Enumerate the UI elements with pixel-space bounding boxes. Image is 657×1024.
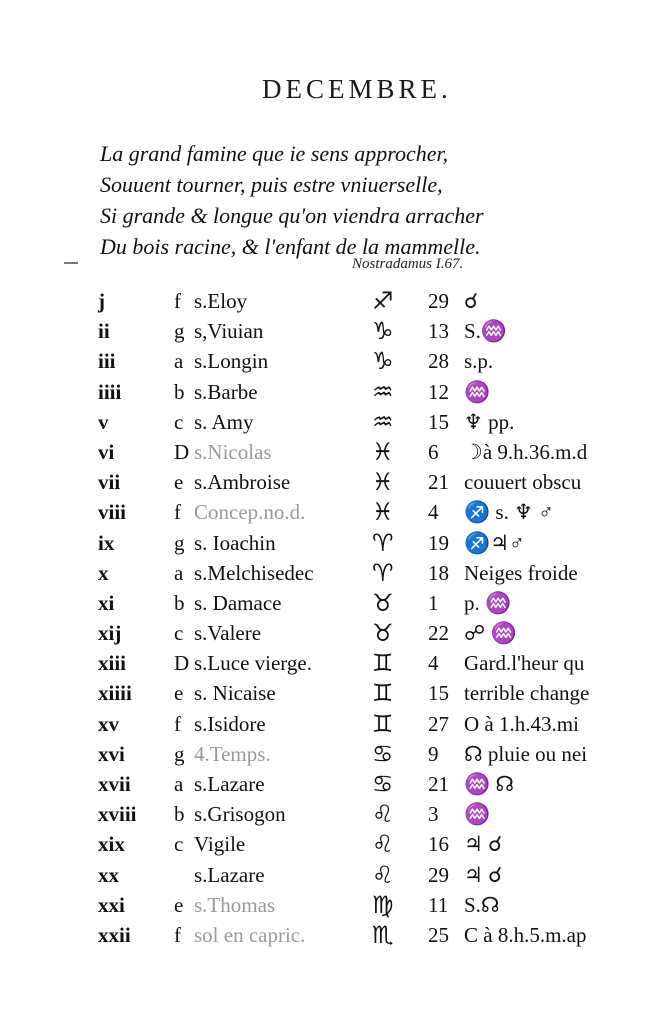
dominical-letter: e xyxy=(174,681,184,706)
verse-line-3: Si grande & longue qu'on viendra arracher xyxy=(100,203,484,228)
saint-name: s.Valere xyxy=(194,621,262,646)
weather-note: ♒ ☊ xyxy=(464,772,515,796)
saint-name: Vigile xyxy=(194,832,246,857)
saint-name: s. Nicaise xyxy=(194,681,276,706)
table-row xyxy=(0,497,657,527)
weather-note: ♃ ☌ xyxy=(464,832,503,857)
day-number: xiiii xyxy=(98,681,132,706)
table-row xyxy=(0,316,657,346)
table-row xyxy=(0,286,657,316)
dominical-letter: f xyxy=(174,289,181,313)
table-row xyxy=(0,618,657,648)
zodiac-sign-icon: ♋ xyxy=(372,770,394,798)
weather-note: ☍ ♒ xyxy=(464,621,517,646)
table-row xyxy=(0,377,657,407)
dominical-letter: e xyxy=(174,470,184,495)
table-row xyxy=(0,709,657,739)
table-row xyxy=(0,346,657,376)
degree-value: 18 xyxy=(428,560,449,585)
degree-value: 25 xyxy=(428,922,449,947)
degree-value: 16 xyxy=(428,832,449,857)
table-row xyxy=(0,890,657,920)
zodiac-sign-icon: ♊ xyxy=(372,679,394,708)
verse-line-4: Du bois racine, & l'enfant de la mammelle. xyxy=(100,234,481,259)
zodiac-sign-icon: ♌ xyxy=(372,800,394,829)
day-number: xij xyxy=(98,621,122,646)
degree-value: 6 xyxy=(428,439,439,464)
verse-block xyxy=(100,138,484,262)
weather-note: ♃ ☌ xyxy=(464,862,503,887)
zodiac-sign-icon: ♐ xyxy=(372,287,394,315)
weather-note: ☽à 9.h.36.m.d xyxy=(464,439,588,464)
dominical-letter: b xyxy=(174,379,185,404)
degree-value: 4 xyxy=(428,500,439,525)
day-number: xxi xyxy=(98,892,125,917)
table-row xyxy=(0,799,657,829)
day-number: xi xyxy=(98,590,115,615)
zodiac-sign-icon: ♑ xyxy=(372,317,394,346)
dominical-letter: b xyxy=(174,802,185,827)
saint-name: s. Damace xyxy=(194,590,282,615)
saint-name: s. Ioachin xyxy=(194,530,276,555)
zodiac-sign-icon: ♓ xyxy=(372,498,394,527)
zodiac-sign-icon: ♊ xyxy=(372,709,394,738)
weather-note: ♒ xyxy=(464,802,491,827)
saint-name: s.Lazare xyxy=(194,862,265,887)
degree-value: 27 xyxy=(428,711,449,736)
day-number: xiii xyxy=(98,651,127,676)
dominical-letter: b xyxy=(174,590,185,615)
weather-note: s.p. xyxy=(464,349,494,374)
saint-name: s.Barbe xyxy=(194,379,258,404)
saint-name: s. Amy xyxy=(194,409,254,434)
day-number: j xyxy=(98,289,105,313)
dominical-letter: a xyxy=(174,560,184,585)
degree-value: 1 xyxy=(428,590,439,615)
dominical-letter: f xyxy=(174,922,181,947)
table-row xyxy=(0,860,657,890)
day-number: xx xyxy=(98,862,119,887)
degree-value: 29 xyxy=(428,862,449,887)
saint-name: s.Isidore xyxy=(194,711,266,736)
weather-note: ♒ xyxy=(464,379,491,404)
day-number: vi xyxy=(98,439,115,464)
weather-note: ♆ pp. xyxy=(464,409,515,434)
weather-note: ♐ s. ♆ ♂ xyxy=(464,500,554,525)
dominical-letter: g xyxy=(174,741,185,766)
zodiac-sign-icon: ♌ xyxy=(372,860,394,889)
table-row xyxy=(0,829,657,859)
weather-note: ☌ xyxy=(464,289,479,313)
day-number: xviii xyxy=(98,802,137,827)
day-number: xvii xyxy=(98,772,131,796)
degree-value: 4 xyxy=(428,651,439,676)
dominical-letter: f xyxy=(174,711,181,736)
degree-value: 22 xyxy=(428,621,449,646)
zodiac-sign-icon: ♏ xyxy=(372,920,394,949)
day-number: xxii xyxy=(98,922,131,947)
degree-value: 15 xyxy=(428,409,449,434)
table-row xyxy=(0,648,657,678)
saint-name: s.Ambroise xyxy=(194,470,291,495)
weather-note: couuert obscu xyxy=(464,470,582,495)
dominical-letter: c xyxy=(174,621,184,646)
citation: Nostradamus I.67. xyxy=(352,256,464,272)
weather-note: Neiges froide xyxy=(464,560,578,585)
day-number: viii xyxy=(98,500,127,525)
weather-note: ☊ pluie ou nei xyxy=(464,741,588,766)
table-row xyxy=(0,769,657,799)
table-row xyxy=(0,467,657,497)
saint-name: s.Thomas xyxy=(194,892,276,917)
degree-value: 3 xyxy=(428,802,439,827)
degree-value: 28 xyxy=(428,349,449,374)
weather-note: S.☊ xyxy=(464,892,500,917)
degree-value: 9 xyxy=(428,741,439,766)
zodiac-sign-icon: ♓ xyxy=(372,468,394,497)
day-number: ix xyxy=(98,530,115,555)
day-number: iiii xyxy=(98,379,122,404)
day-number: iii xyxy=(98,349,116,374)
saint-name: s,Viuian xyxy=(194,319,264,344)
day-number: xix xyxy=(98,832,125,857)
dominical-letter: D xyxy=(174,439,190,464)
dominical-letter: g xyxy=(174,530,185,555)
saint-name: s.Eloy xyxy=(194,289,248,313)
degree-value: 29 xyxy=(428,289,449,313)
zodiac-sign-icon: ♒ xyxy=(372,377,394,406)
calendar-table xyxy=(0,286,657,950)
weather-note: ♐♃♂ xyxy=(464,530,525,555)
saint-name: s.Longin xyxy=(194,349,269,374)
table-row xyxy=(0,920,657,950)
dominical-letter: e xyxy=(174,892,184,917)
dominical-letter: c xyxy=(174,832,184,857)
zodiac-sign-icon: ♉ xyxy=(372,588,394,617)
degree-value: 12 xyxy=(428,379,449,404)
zodiac-sign-icon: ♓ xyxy=(372,437,394,466)
table-row xyxy=(0,678,657,708)
zodiac-sign-icon: ♌ xyxy=(372,830,394,859)
zodiac-sign-icon: ♊ xyxy=(372,649,394,678)
day-number: xvi xyxy=(98,741,125,766)
weather-note: terrible change xyxy=(464,681,590,706)
table-row xyxy=(0,407,657,437)
table-row xyxy=(0,528,657,558)
dominical-letter: f xyxy=(174,500,181,525)
saint-name: s.Grisogon xyxy=(194,802,286,827)
degree-value: 13 xyxy=(428,319,449,344)
day-number: v xyxy=(98,409,109,434)
day-number: x xyxy=(98,560,109,585)
dominical-letter: D xyxy=(174,651,190,676)
weather-note: S.♒ xyxy=(464,319,508,344)
weather-note: p. ♒ xyxy=(464,590,512,615)
saint-name: s.Lazare xyxy=(194,772,265,796)
dominical-letter: a xyxy=(174,349,184,374)
degree-value: 19 xyxy=(428,530,449,555)
table-row xyxy=(0,437,657,467)
verse-line-2: Souuent tourner, puis estre vniuerselle, xyxy=(100,172,443,197)
margin-dash xyxy=(64,262,78,264)
saint-name: 4.Temps. xyxy=(194,741,271,766)
weather-note: Gard.l'heur qu xyxy=(464,651,585,676)
weather-note: O à 1.h.43.mi xyxy=(464,711,579,736)
dominical-letter: a xyxy=(174,772,184,796)
zodiac-sign-icon: ♒ xyxy=(372,407,394,436)
weather-note: C à 8.h.5.m.ap xyxy=(464,922,587,947)
zodiac-sign-icon: ♉ xyxy=(372,619,394,648)
saint-name: s.Melchisedec xyxy=(194,560,314,585)
day-number: xv xyxy=(98,711,119,736)
table-row xyxy=(0,588,657,618)
degree-value: 21 xyxy=(428,470,449,495)
zodiac-sign-icon: ♍ xyxy=(372,890,394,919)
zodiac-sign-icon: ♑ xyxy=(372,347,394,376)
saint-name: Concep.no.d. xyxy=(194,500,306,525)
degree-value: 11 xyxy=(428,892,449,917)
day-number: ii xyxy=(98,319,110,344)
dominical-letter: c xyxy=(174,409,184,434)
saint-name: s.Luce vierge. xyxy=(194,651,312,676)
zodiac-sign-icon: ♋ xyxy=(372,739,394,768)
day-number: vii xyxy=(98,470,121,495)
zodiac-sign-icon: ♈ xyxy=(372,528,394,557)
dominical-letter: g xyxy=(174,319,185,344)
table-row xyxy=(0,558,657,588)
page-title: DECEMBRE. xyxy=(262,74,452,104)
saint-name: s.Nicolas xyxy=(194,439,272,464)
degree-value: 21 xyxy=(428,772,449,796)
table-row xyxy=(0,739,657,769)
degree-value: 15 xyxy=(428,681,449,706)
zodiac-sign-icon: ♈ xyxy=(372,558,394,587)
verse-line-1: La grand famine que ie sens approcher, xyxy=(100,141,449,166)
saint-name: sol en capric. xyxy=(194,922,306,947)
